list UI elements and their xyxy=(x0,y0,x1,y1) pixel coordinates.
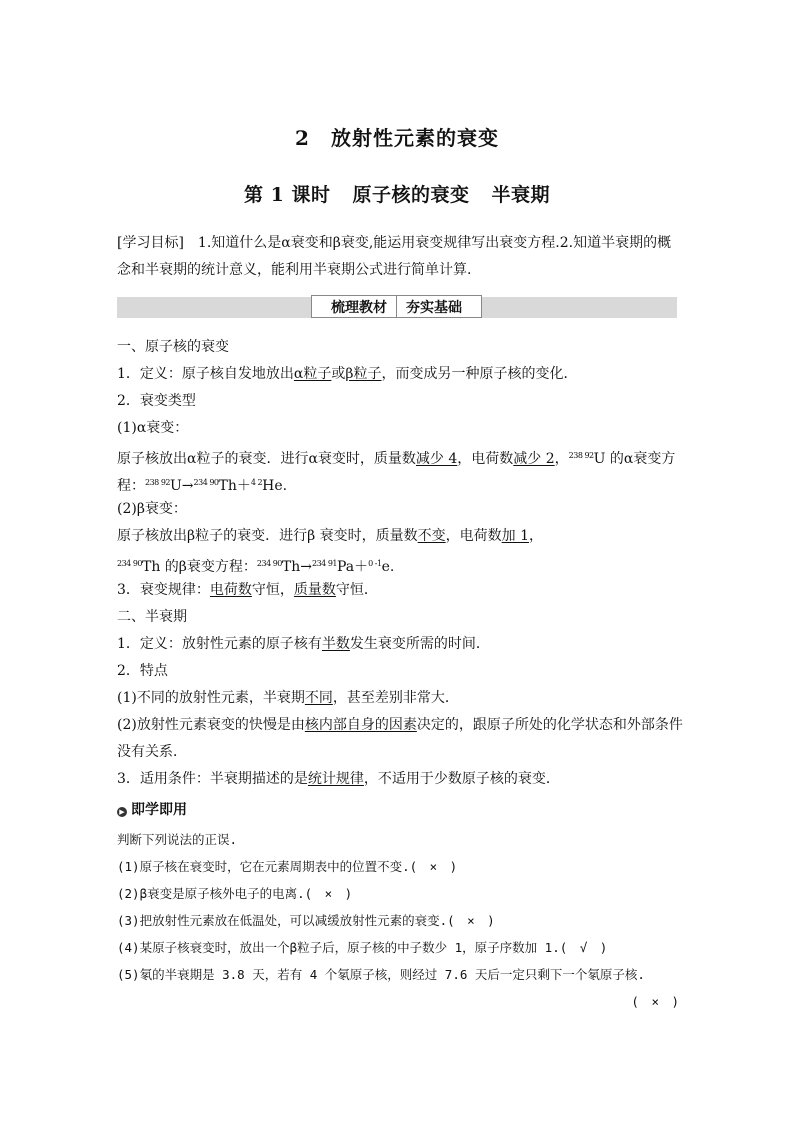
halflife-definition: 1．定义：放射性元素的原子核有半数发生衰变所需的时间． xyxy=(117,636,490,652)
beta-heading: (2)β衰变： xyxy=(117,501,187,517)
subtitle-topic-2: 半衰期 xyxy=(491,184,550,206)
banner-box xyxy=(311,295,482,318)
answer-alpha-charge: 减少 2 xyxy=(513,451,555,467)
quiz-item-4: (4)某原子核衰变时，放出一个β粒子后，原子核的中子数少 1，原子序数加 1.( √ ) xyxy=(117,940,608,955)
quiz-item-2: (2)β衰变是原子核外电子的电离.( × ) xyxy=(117,886,353,901)
feature-1: (1)不同的放射性元素，半衰期不同，甚至差别非常大． xyxy=(117,690,459,706)
section2-heading: 二、半衰期 xyxy=(117,609,187,625)
answer-different: 不同 xyxy=(304,690,333,706)
decay-definition: 1．定义：原子核自发地放出α粒子或β粒子，而变成另一种原子核的变化． xyxy=(117,366,578,382)
answer-statistical: 统计规律 xyxy=(307,771,364,787)
banner-right: 夯实基础 xyxy=(406,299,462,316)
answer-law-charge: 电荷数 xyxy=(209,582,252,598)
halflife-condition: 3．适用条件：半衰期描述的是统计规律，不适用于少数原子核的衰变． xyxy=(117,771,560,787)
alpha-description: 原子核放出α粒子的衰变．进行α衰变时，质量数减少 4，电荷数减少 2，$^{238 92}$U 的α衰变方 xyxy=(117,451,676,467)
play-icon: ▶ xyxy=(117,807,127,817)
beta-equation: $^{234 90}$Th 的β衰变方程：$^{234 90}$Th→$^{234 91}$Pa＋$^{0 -1}$e. xyxy=(117,559,395,575)
content-body xyxy=(117,334,683,1015)
decay-law: 3．衰变规律：电荷数守恒，质量数守恒． xyxy=(117,582,378,598)
subtitle-period: 第 1 课时 xyxy=(244,184,331,206)
section-banner xyxy=(117,297,677,318)
lesson-title: 2 放射性元素的衰变 xyxy=(295,126,499,150)
lesson-subtitle xyxy=(0,180,794,207)
answer-beta-charge: 加 1 xyxy=(501,528,529,544)
banner-left: 梳理教材 xyxy=(331,299,387,316)
learning-objectives: [学习目标] 1.知道什么是α衰变和β衰变,能运用衰变规律写出衰变方程.2.知道半衰期的概念和半衰期的统计意义，能利用半衰期公式进行简单计算. xyxy=(117,235,672,278)
subtitle-topic: 原子核的衰变 xyxy=(352,184,470,206)
feature-2-cont: 没有关系． xyxy=(117,744,187,760)
quiz-item-5-answer: ( × ) xyxy=(631,994,679,1009)
quick-practice-heading: ▶ 即学即用 xyxy=(117,797,679,824)
alpha-heading: (1)α衰变： xyxy=(117,420,189,436)
beta-description: 原子核放出β粒子的衰变．进行β 衰变时，质量数不变，电荷数加 1， xyxy=(117,528,543,544)
section1-heading: 一、原子核的衰变 xyxy=(117,339,229,355)
answer-law-mass: 质量数 xyxy=(293,582,336,598)
answer-half: 半数 xyxy=(321,636,350,652)
halflife-features: 2．特点 xyxy=(117,663,168,679)
alpha-equation: 程：$^{238 92}$U→$^{234 90}$Th＋$^{4 2}$He. xyxy=(117,478,288,494)
quiz-item-1: (1)原子核在衰变时，它在元素周期表中的位置不变.( × ) xyxy=(117,859,458,874)
decay-types: 2．衰变类型 xyxy=(117,393,196,409)
answer-alpha-particle: α粒子 xyxy=(293,366,332,382)
answer-beta-mass: 不变 xyxy=(417,528,446,544)
feature-2: (2)放射性元素衰变的快慢是由核内部自身的因素决定的，跟原子所处的化学状态和外部条件 xyxy=(117,717,683,733)
quiz-item-3: (3)把放射性元素放在低温处，可以减缓放射性元素的衰变.( × ) xyxy=(117,913,495,928)
answer-internal-factors: 核内部自身的因素 xyxy=(304,717,417,733)
answer-alpha-mass: 减少 4 xyxy=(415,451,458,467)
answer-beta-particle: β粒子 xyxy=(345,366,382,382)
quiz-item-5: (5)氡的半衰期是 3.8 天，若有 4 个氡原子核，则经过 7.6 天后一定只剩下一个氡原子核. xyxy=(117,967,645,982)
quick-intro: 判断下列说法的正误. xyxy=(117,832,238,847)
